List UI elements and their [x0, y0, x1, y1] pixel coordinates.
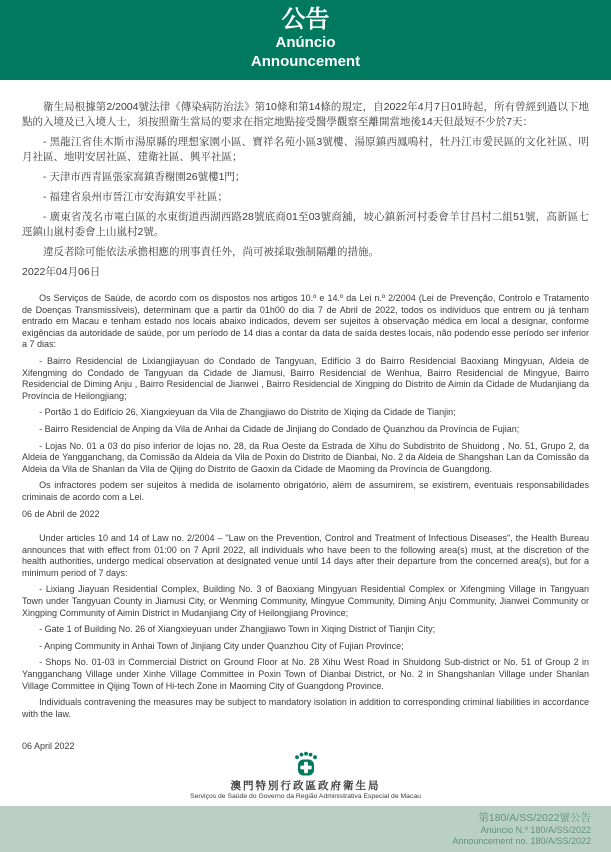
en-bullet-guangdong: - Shops No. 01-03 in Commercial District on Ground Floor at No. 28 Xihu West Road in Shuidong Sub-district or No. 51 of Group 2 in Yangganchang Village under Xinhe Village Committee in Poxin Town of Dianbai District, or No. 2 in Shangshanlan Village under Shanlan Village Committee in Qijing Town of Hi-tech Zone in Maoming City of Guangdong Province. [22, 657, 589, 691]
header-band [0, 0, 611, 80]
pt-intro-paragraph: Os Serviços de Saúde, de acordo com os dispostos nos artigos 10.º e 14.º da Lei n.º 2/2004 (Lei de Prevenção, Controlo e Tratamento de Doenças Transmissíveis), determinam que a partir da 01h00 do dia 7 de Abril de 2022, todos os indivíduos que entrem ou já tenham entrado em Macau e tenham estado nos locais abaixo indicados, devem ser sujeitos à observação médica em local a designar, conforme exigências da autoridade de saúde, por um período de 14 dias a contar da data de saída destes locais, não podendo esse período ser inferior a 7 dias: [22, 293, 589, 350]
page-title-zh: 公告 [281, 6, 330, 33]
en-bullet-tianjin: - Gate 1 of Building No. 26 of Xiangxieyuan under Zhangjiawo Town in Xiqing District of Tianjin City; [39, 624, 436, 635]
health-bureau-logo-icon [289, 751, 323, 779]
pt-bullet-fujian: - Bairro Residencial de Anping da Vila de Anhai da Cidade de Jinjiang do Condado de Quanzhou da Província de Fujian; [39, 423, 520, 434]
pt-date: 06 de Abril de 2022 [22, 508, 100, 519]
zh-date: 2022年04月06日 [22, 266, 101, 278]
en-bullet-heilongjiang: - Lixiang Jiayuan Residential Complex, Building No. 3 of Baoxiang Mingyuan Residential Complex or Xifengming Village in Tangyuan Town under Tangyuan County in Jiamusi City, or Wenming Community, Mingyue Community, Diming Anju Community, Jianwei Community or Xingping Community of Aimin District in Mudanjiang City of Heilongjiang Province; [22, 584, 589, 618]
document-body [0, 80, 611, 753]
section-chinese [22, 100, 589, 280]
zh-bullet-guangdong: - 廣東省茂名市電白區的水東街道西湖西路28號底商01至03號商舖，坡心鎮新河村委會羊甘昌村二組51號，高新區七逕鎮山嵐村委會上山嵐村2號。 [22, 211, 589, 238]
zh-bullet-tianjin: - 天津市西青區張家窩鎮香榭園26號樓1門； [43, 171, 246, 183]
en-intro-paragraph: Under articles 10 and 14 of Law no. 2/2004 – "Law on the Prevention, Control and Treatment of Infectious Diseases", the Health Bureau announces that with effect from 01:00 on 7 April 2022, all individuals who have been to the following area(s) must, at the discretion of the health authorities, undergo medical observation at designated venue until 14 days after their departure from the concerned area(s), but for a minimum period of 7 days: [22, 533, 589, 578]
en-closing-paragraph: Individuals contravening the measures may be subject to mandatory isolation in addition to corresponding criminal liabilities in accordance with the law. [22, 697, 589, 719]
pt-closing-paragraph: Os infractores podem ser sujeitos à medida de isolamento obrigatório, além de assumirem, se existirem, eventuais responsabilidades criminais de acordo com a Lei. [22, 480, 589, 502]
announcement-ref-pt: Anúncio N.º 180/A/SS/2022 [480, 825, 591, 835]
section-portuguese [22, 293, 589, 520]
announcement-ref-zh: 第180/A/SS/2022號公告 [478, 812, 591, 824]
en-bullet-fujian: - Anping Community in Anhai Town of Jinjiang City under Quanzhou City of Fujian Province; [39, 640, 404, 651]
footer-reference-band [0, 806, 611, 852]
page-title-pt: Anúncio [275, 34, 336, 51]
page-title-en: Announcement [250, 53, 361, 70]
announcement-ref-en: Announcement no. 180/A/SS/2022 [452, 836, 591, 846]
section-english [22, 533, 589, 753]
zh-bullet-fujian: - 福建省泉州市晉江市安海鎮安平社區； [43, 191, 228, 203]
org-name-zh: 澳門特別行政區政府衛生局 [230, 780, 381, 792]
pt-bullet-guangdong: - Lojas No. 01 a 03 do piso inferior de lojas no. 28, da Rua Oeste da Estrada de Xihu do Subdistrito de Shuidong , No. 51, Grupo 2, da Aldeia de Yangganchang, da Comissão da Aldeia da Vila de Poxin do Distrito de Dianbai, No. 2 da Aldeia de Shangshan Lan da Comissão da Aldeia da Vila de Shanlan da Vila de Qijing do Distrito de Gaoxin da Cidade de Maoming da Província de Guangdong. [22, 440, 589, 474]
pt-bullet-tianjin: - Portão 1 do Edifício 26, Xiangxieyuan da Vila de Zhangjiawo do Distrito de Xiqing da Cidade de Tianjin; [39, 407, 456, 418]
en-date: 06 April 2022 [22, 741, 75, 752]
org-name-pt: Serviços de Saúde do Governo da Região Administrativa Especial de Macau [190, 793, 421, 800]
pt-bullet-heilongjiang: - Bairro Residencial de Lixiangjiayuan do Condado de Tangyuan, Edifício 3 do Bairro Residencial Baoxiang Mingyuan, Aldeia de Xifengming do Condado de Tangyuan da Cidade de Jiamusi, Bairro Residencial de Wenhua, Bairro Residencial de Mingyue, Bairro Residencial de Diming Anju , Bairro Residencial de Jianwei , Bairro Residencial de Xingping do Distrito de Aimin da Cidade de Mudanjiang da Província de Heilongjiang; [22, 355, 589, 401]
footer-organization [0, 751, 611, 806]
zh-bullet-heilongjiang: - 黑龍江省佳木斯市湯原縣的理想家園小區、寶祥名苑小區3號樓、湯原鎮西鳳鳴村，牡丹江市愛民區的文化社區、明月社區、地明安居社區、建衛社區、興平社區； [22, 136, 589, 163]
zh-closing-paragraph: 違反者除可能依法承擔相應的刑事責任外，尚可被採取強制隔離的措施。 [43, 246, 379, 258]
zh-intro-paragraph: 衛生局根據第2/2004號法律《傳染病防治法》第10條和第14條的規定，自2022年4月7日01時起，所有曾經到過以下地點的入境及已入境人士，須按照衛生當局的要求在指定地點接受醫學觀察至離開當地後14天但最短不少於7天： [22, 101, 589, 128]
